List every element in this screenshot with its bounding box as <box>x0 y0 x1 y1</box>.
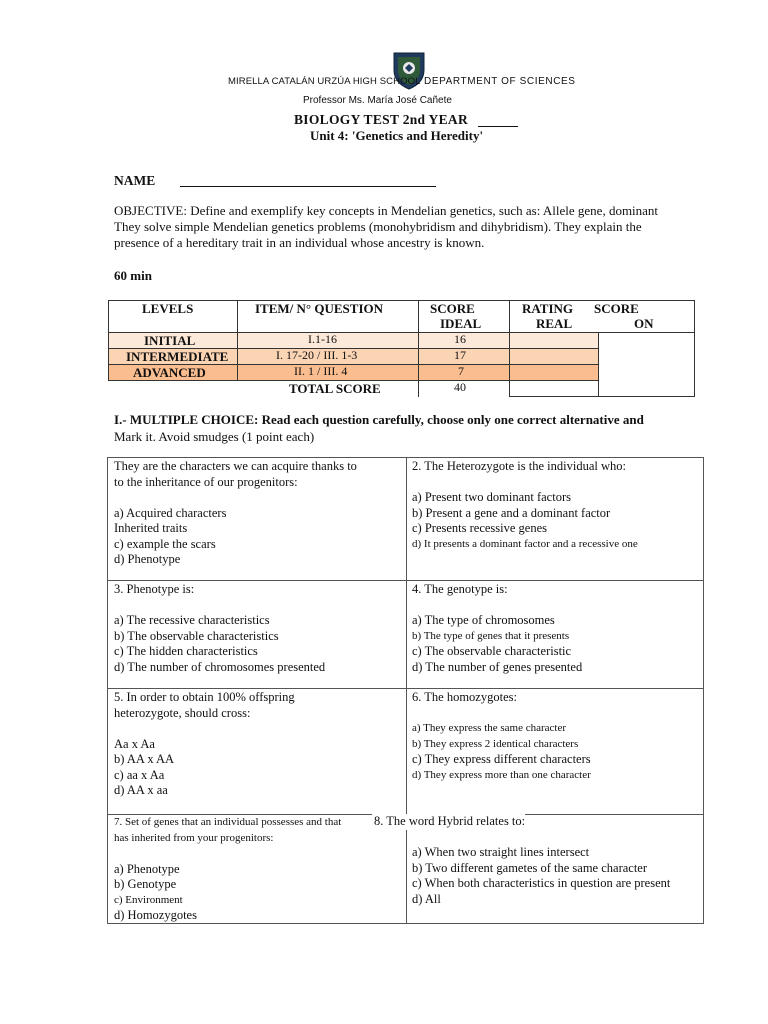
level-advanced: ADVANCED <box>133 365 206 380</box>
question-stem: 2. The Heterozygote is the individual who: <box>412 459 626 473</box>
question-stem: has inherited from your progenitors: <box>114 831 274 844</box>
header-score-on-1: SCORE <box>594 301 639 316</box>
test-title: BIOLOGY TEST 2nd YEAR <box>294 112 468 127</box>
option-a[interactable]: Aa x Aa <box>114 736 155 751</box>
question-4 <box>412 582 582 675</box>
option-d[interactable]: d) AA x aa <box>114 783 168 797</box>
question-8 <box>372 814 525 830</box>
option-a[interactable]: a) When two straight lines intersect <box>412 845 590 859</box>
option-c[interactable]: c) They express different characters <box>412 752 591 766</box>
test-duration: 60 min <box>114 268 152 283</box>
question-stem: to the inheritance of our progenitors: <box>114 474 298 489</box>
question-stem: 3. Phenotype is: <box>114 582 195 596</box>
question-stem: 5. In order to obtain 100% offspring <box>114 690 295 704</box>
question-5 <box>114 690 295 799</box>
header-rating-2: REAL <box>536 316 573 331</box>
score-intermediate: 17 <box>454 348 466 362</box>
option-c[interactable]: c) The hidden characteristics <box>114 644 258 658</box>
level-initial: INITIAL <box>144 333 196 348</box>
option-a[interactable]: a) Phenotype <box>114 861 180 876</box>
question-stem: heterozygote, should cross: <box>114 705 251 720</box>
option-b[interactable]: b) The observable characteristics <box>114 628 279 643</box>
unit-title: Unit 4: 'Genetics and Heredity' <box>310 128 484 143</box>
level-intermediate: INTERMEDIATE <box>126 349 229 364</box>
option-d[interactable]: d) The number of genes presented <box>412 659 583 674</box>
option-a[interactable]: a) Acquired characters <box>114 505 227 520</box>
header-item: ITEM/ N° QUESTION <box>255 301 384 316</box>
question-8-options <box>412 845 670 907</box>
option-c[interactable]: c) The observable characteristic <box>412 644 572 658</box>
option-c[interactable]: c) When both characteristics in question are present <box>412 876 671 890</box>
name-field[interactable] <box>180 186 436 187</box>
header-score-ideal-2: IDEAL <box>440 316 482 331</box>
option-d[interactable]: d) They express more than one character <box>412 768 591 781</box>
option-a[interactable]: a) The type of chromosomes <box>412 613 555 627</box>
question-7 <box>114 815 341 924</box>
option-a[interactable]: a) Present two dominant factors <box>412 490 571 504</box>
option-b[interactable]: b) The type of genes that it presents <box>412 629 570 642</box>
question-6 <box>412 690 591 783</box>
option-c[interactable]: c) Environment <box>114 893 183 906</box>
objective-line-1: OBJECTIVE: Define and exemplify key concepts in Mendelian genetics, such as: Allele gene, dominant <box>114 203 659 218</box>
items-advanced: II. 1 / III. 4 <box>294 364 348 378</box>
levels-table <box>108 300 695 397</box>
question-3 <box>114 582 325 675</box>
header-rating-1: RATING <box>522 301 574 316</box>
score-advanced: 7 <box>458 364 464 378</box>
question-1 <box>114 459 357 568</box>
question-stem: 6. The homozygotes: <box>412 690 517 704</box>
option-c[interactable]: c) Presents recessive genes <box>412 521 548 535</box>
header-score-on-2: ON <box>634 316 654 331</box>
objective-text <box>114 203 674 251</box>
professor-name: Professor Ms. María José Cañete <box>303 95 452 106</box>
department-name: DEPARTMENT OF SCIENCES <box>424 76 576 87</box>
title-underline <box>478 126 518 127</box>
option-a[interactable]: a) They express the same character <box>412 722 567 734</box>
option-c[interactable]: c) example the scars <box>114 536 216 551</box>
items-initial: I.1-16 <box>308 332 337 346</box>
total-score-label: TOTAL SCORE <box>289 381 381 396</box>
option-c[interactable]: c) aa x Aa <box>114 767 165 782</box>
section-instructions: Mark it. Avoid smudges (1 point each) <box>114 429 315 444</box>
question-stem: 8. The word Hybrid relates to: <box>374 814 526 828</box>
option-d[interactable]: d) The number of chromosomes presented <box>114 659 326 674</box>
header-score-ideal-1: SCORE <box>430 301 475 316</box>
items-intermediate: I. 17-20 / III. 1-3 <box>276 348 358 362</box>
option-d[interactable]: d) It presents a dominant factor and a recessive one <box>412 537 638 550</box>
question-stem: They are the characters we can acquire thanks to <box>114 459 357 473</box>
question-2 <box>412 459 638 552</box>
option-b[interactable]: b) Two different gametes of the same character <box>412 860 648 875</box>
option-b[interactable]: b) Genotype <box>114 877 177 891</box>
option-b[interactable]: b) Present a gene and a dominant factor <box>412 505 611 520</box>
option-d[interactable]: d) Phenotype <box>114 552 181 566</box>
total-score-value: 40 <box>454 380 466 394</box>
school-name: MIRELLA CATALÁN URZÚA HIGH SCHOOL <box>228 76 421 87</box>
name-label: NAME <box>114 173 156 188</box>
option-b[interactable]: Inherited traits <box>114 521 188 535</box>
score-initial: 16 <box>454 332 466 346</box>
option-d[interactable]: d) All <box>412 891 441 906</box>
option-a[interactable]: a) The recessive characteristics <box>114 613 270 627</box>
option-b[interactable]: b) AA x AA <box>114 752 175 766</box>
option-b[interactable]: b) They express 2 identical characters <box>412 737 579 750</box>
header-levels: LEVELS <box>142 301 194 316</box>
question-stem: 7. Set of genes that an individual possesses and that <box>114 816 342 828</box>
section-title: I.- MULTIPLE CHOICE: Read each question carefully, choose only one correct alternative and <box>114 412 644 427</box>
objective-line-2: They solve simple Mendelian genetics problems (monohybridism and dihybridism). They explain the presence of a hereditary trait in an individual whose ancestry is known. <box>114 219 642 250</box>
question-stem: 4. The genotype is: <box>412 582 508 596</box>
option-d[interactable]: d) Homozygotes <box>114 908 197 922</box>
